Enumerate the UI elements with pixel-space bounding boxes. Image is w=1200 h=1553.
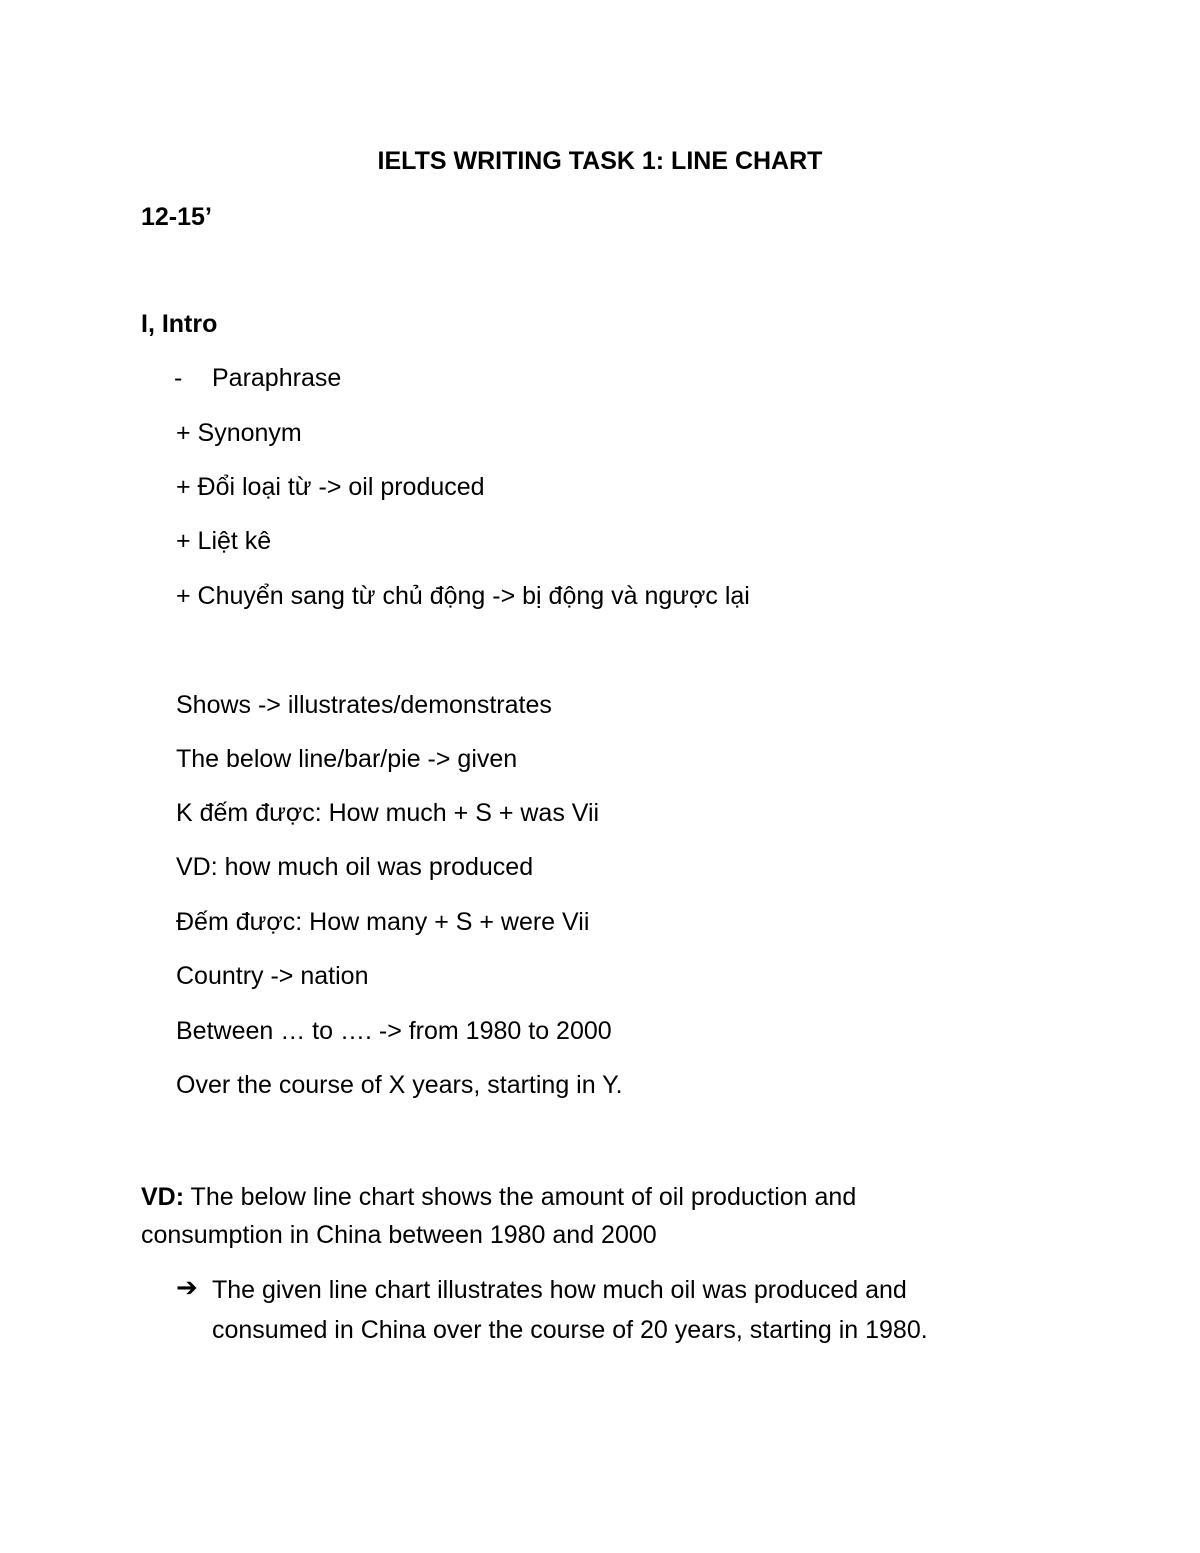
dash-item-text: Paraphrase (212, 364, 342, 392)
plus-item: + Liệt kê (176, 527, 272, 555)
section-heading: I, Intro (141, 310, 218, 338)
note-line: Đếm được: How many + S + were Vii (176, 908, 590, 936)
time-label: 12-15’ (141, 203, 212, 231)
arrow-right-icon: ➔ (176, 1272, 198, 1302)
example-label: VD: (141, 1183, 185, 1211)
note-line: Shows -> illustrates/demonstrates (176, 691, 552, 719)
note-line: K đếm được: How much + S + was Vii (176, 799, 600, 827)
note-line: Between … to …. -> from 1980 to 2000 (176, 1017, 612, 1045)
example-paragraph (141, 1178, 941, 1254)
dash-list-item (0, 361, 1200, 395)
document-title: IELTS WRITING TASK 1: LINE CHART (377, 147, 823, 175)
note-line: VD: how much oil was produced (176, 853, 534, 881)
answer-text: The given line chart illustrates how much oil was produced and consumed in China over the course of 20 years, starting in 1980. (212, 1276, 928, 1344)
plus-item: + Đổi loại từ -> oil produced (176, 473, 485, 501)
note-line: Country -> nation (176, 962, 369, 990)
plus-item: + Synonym (176, 419, 302, 447)
note-line: Over the course of X years, starting in Y. (176, 1071, 623, 1099)
example-text: The below line chart shows the amount of oil production and consumption in China between 1980 and 2000 (141, 1183, 857, 1249)
note-line: The below line/bar/pie -> given (176, 745, 518, 773)
plus-item: + Chuyển sang từ chủ động -> bị động và ngược lại (176, 582, 750, 610)
dash-bullet: - (174, 364, 183, 392)
